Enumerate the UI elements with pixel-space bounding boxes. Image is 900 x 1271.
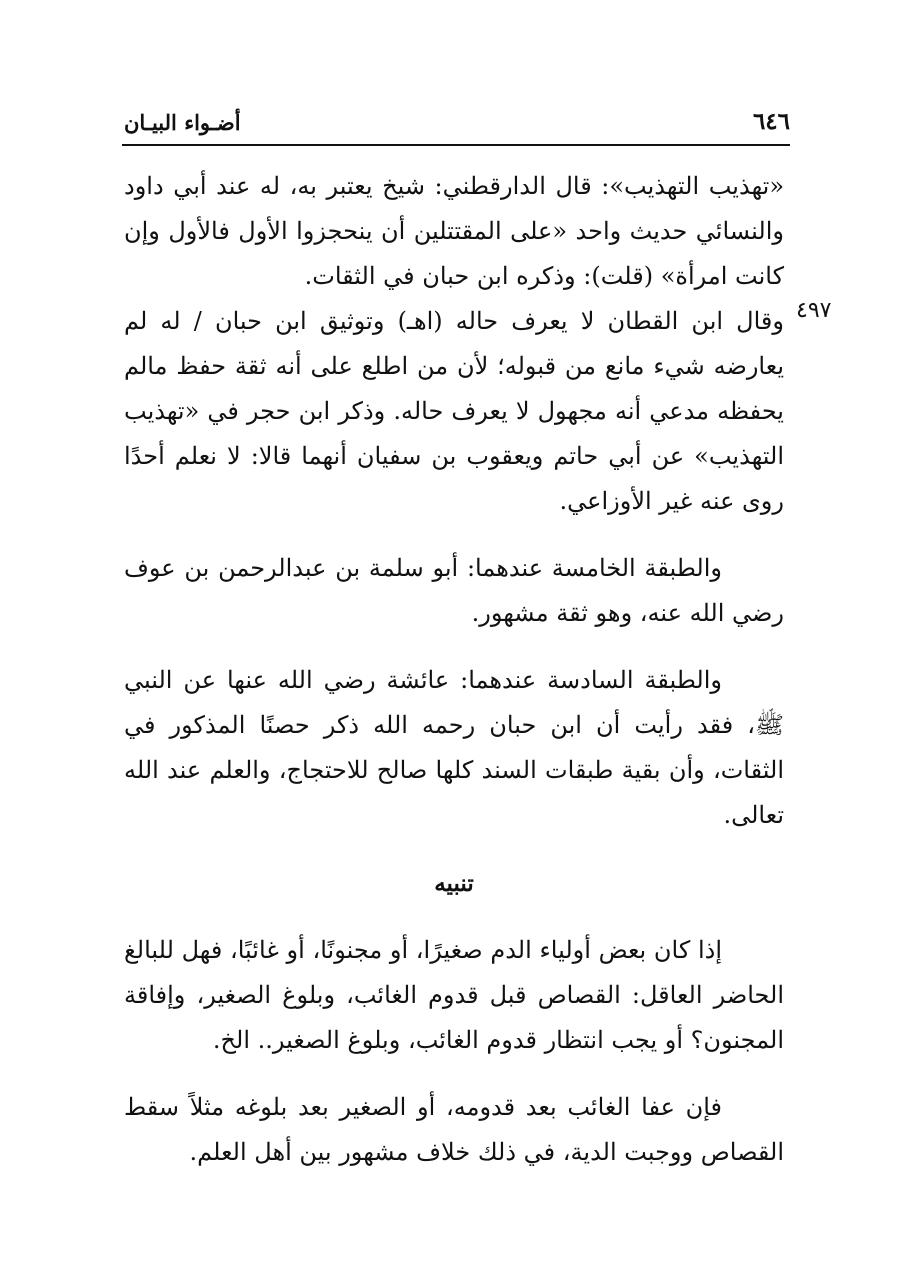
paragraph-5: إذا كان بعض أولياء الدم صغيرًا، أو مجنونًا، أو غائبًا، فهل للبالغ الحاضر العاقل: القصاص قبل قدوم الغائب، وبلوغ الصغير، وإفاقة المجنون؟ أو يجب انتظار قدوم الغائب، وبلوغ الصغير.. الخ. — [124, 936, 784, 1054]
page-body — [124, 164, 784, 1175]
section-heading: تنبيه — [434, 870, 474, 897]
paragraph-3: والطبقة الخامسة عندهما: أبو سلمة بن عبدالرحمن بن عوف رضي الله عنه، وهو ثقة مشهور. — [124, 554, 784, 627]
paragraph-4: والطبقة السادسة عندهما: عائشة رضي الله عنها عن النبي ﷺ، فقد رأيت أن ابن حبان رحمه الله ذكر حصنًا المذكور في الثقات، وأن بقية طبقات السند كلها صالح للاحتجاج، والعلم عند الله تعالى. — [124, 666, 784, 829]
paragraph-2: وقال ابن القطان لا يعرف حاله (اهـ) وتوثيق ابن حبان / له لم يعارضه شيء مانع من قبوله؛ لأن من اطلع على أنه ثقة حفظ مالم يحفظه مدعي أنه مجهول لا يعرف حاله. وذكر ابن حجر في «تهذيب التهذيب» عن أبي حاتم ويعقوب بن سفيان أنهما قالا: لا نعلم أحدًا روى عنه غير الأوزاعي. — [124, 307, 784, 515]
paragraph-1: «تهذيب التهذيب»: قال الدارقطني: شيخ يعتبر به، له عند أبي داود والنسائي حديث واحد «على المقتتلين أن ينحجزوا الأول فالأول وإن كانت امرأة» (قلت): وذكره ابن حبان في الثقات. — [124, 172, 784, 290]
page-number: ٦٤٦ — [752, 108, 790, 135]
paragraph-6: فإن عفا الغائب بعد قدومه، أو الصغير بعد بلوغه مثلاً سقط القصاص ووجبت الدية، في ذلك خلاف مشهور بين أهل العلم. — [124, 1093, 784, 1166]
running-title: أضـواء البيـان — [124, 110, 241, 135]
page-header — [122, 104, 790, 146]
margin-page-marker: ٤٩٧ — [796, 298, 832, 323]
